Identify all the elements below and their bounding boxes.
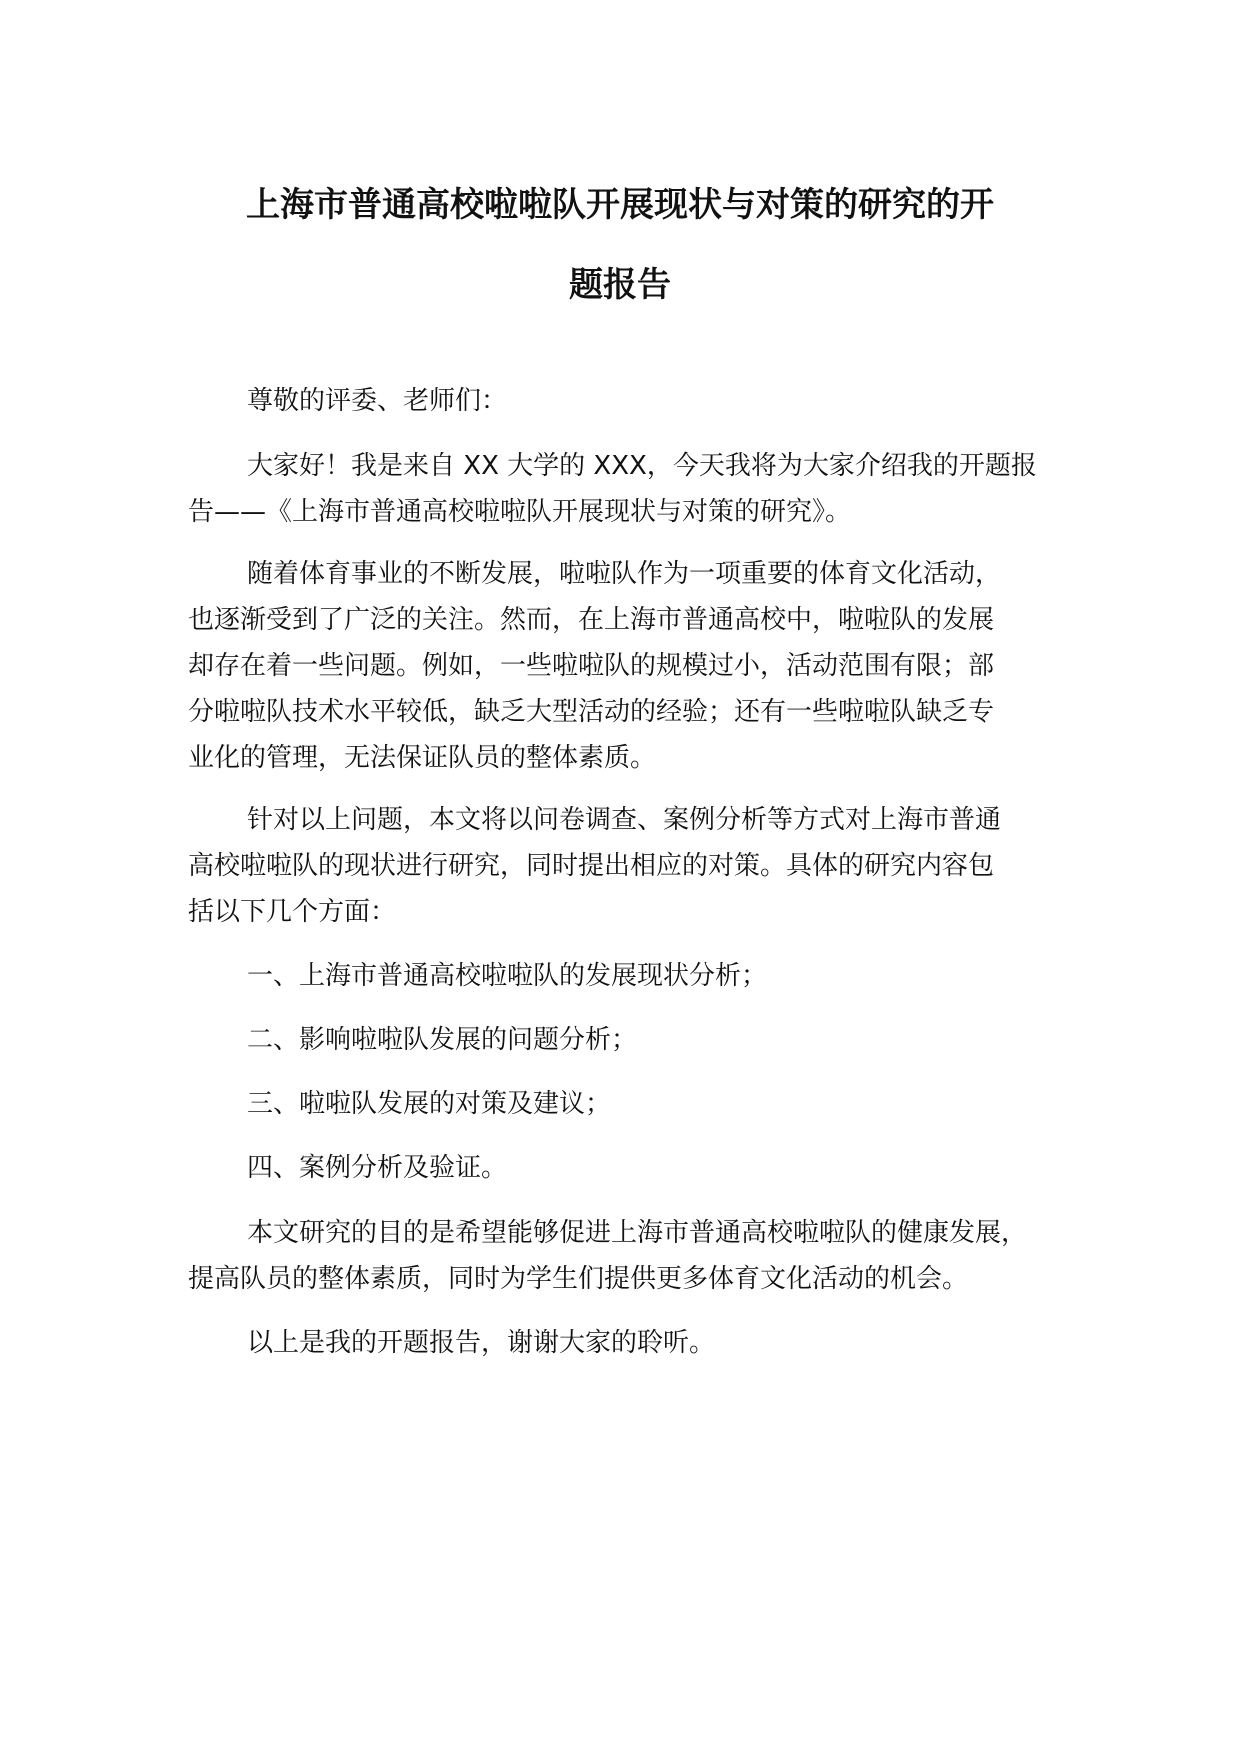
method-line-1: 针对以上问题，本文将以问卷调查、案例分析等方式对上海市普通: [247, 805, 1002, 835]
intro-line-2: 告——《上海市普通高校啦啦队开展现状与对策的研究》。: [188, 497, 852, 527]
background-line-3: 却存在着一些问题。例如，一些啦啦队的规模过小，活动范围有限；部: [188, 651, 995, 681]
list-item: 三、啦啦队发展的对策及建议；: [247, 1089, 612, 1119]
document-title-line-1: 上海市普通高校啦啦队开展现状与对策的研究的开: [246, 185, 994, 225]
greeting-paragraph: 尊敬的评委、老师们：: [247, 386, 508, 416]
intro-line-1: 大家好！我是来自 XX 大学的 XXX，今天我将为大家介绍我的开题报: [247, 451, 1037, 481]
background-line-4: 分啦啦队技术水平较低，缺乏大型活动的经验；还有一些啦啦队缺乏专: [188, 697, 995, 727]
method-line-2: 高校啦啦队的现状进行研究，同时提出相应的对策。具体的研究内容包: [188, 851, 995, 881]
background-line-2: 也逐渐受到了广泛的关注。然而，在上海市普通高校中，啦啦队的发展: [188, 605, 995, 635]
method-line-3: 括以下几个方面：: [188, 897, 397, 927]
document-title-line-2: 题报告: [569, 265, 671, 305]
closing-paragraph: 以上是我的开题报告，谢谢大家的聆听。: [247, 1328, 716, 1358]
list-item: 二、影响啦啦队发展的问题分析；: [247, 1025, 638, 1055]
purpose-line-2: 提高队员的整体素质，同时为学生们提供更多体育文化活动的机会。: [188, 1264, 969, 1294]
background-line-1: 随着体育事业的不断发展，啦啦队作为一项重要的体育文化活动，: [247, 559, 1002, 589]
background-line-5: 业化的管理，无法保证队员的整体素质。: [188, 743, 657, 773]
list-item: 一、上海市普通高校啦啦队的发展现状分析；: [247, 961, 768, 991]
purpose-line-1: 本文研究的目的是希望能够促进上海市普通高校啦啦队的健康发展，: [247, 1218, 1028, 1248]
list-item: 四、案例分析及验证。: [247, 1153, 508, 1183]
